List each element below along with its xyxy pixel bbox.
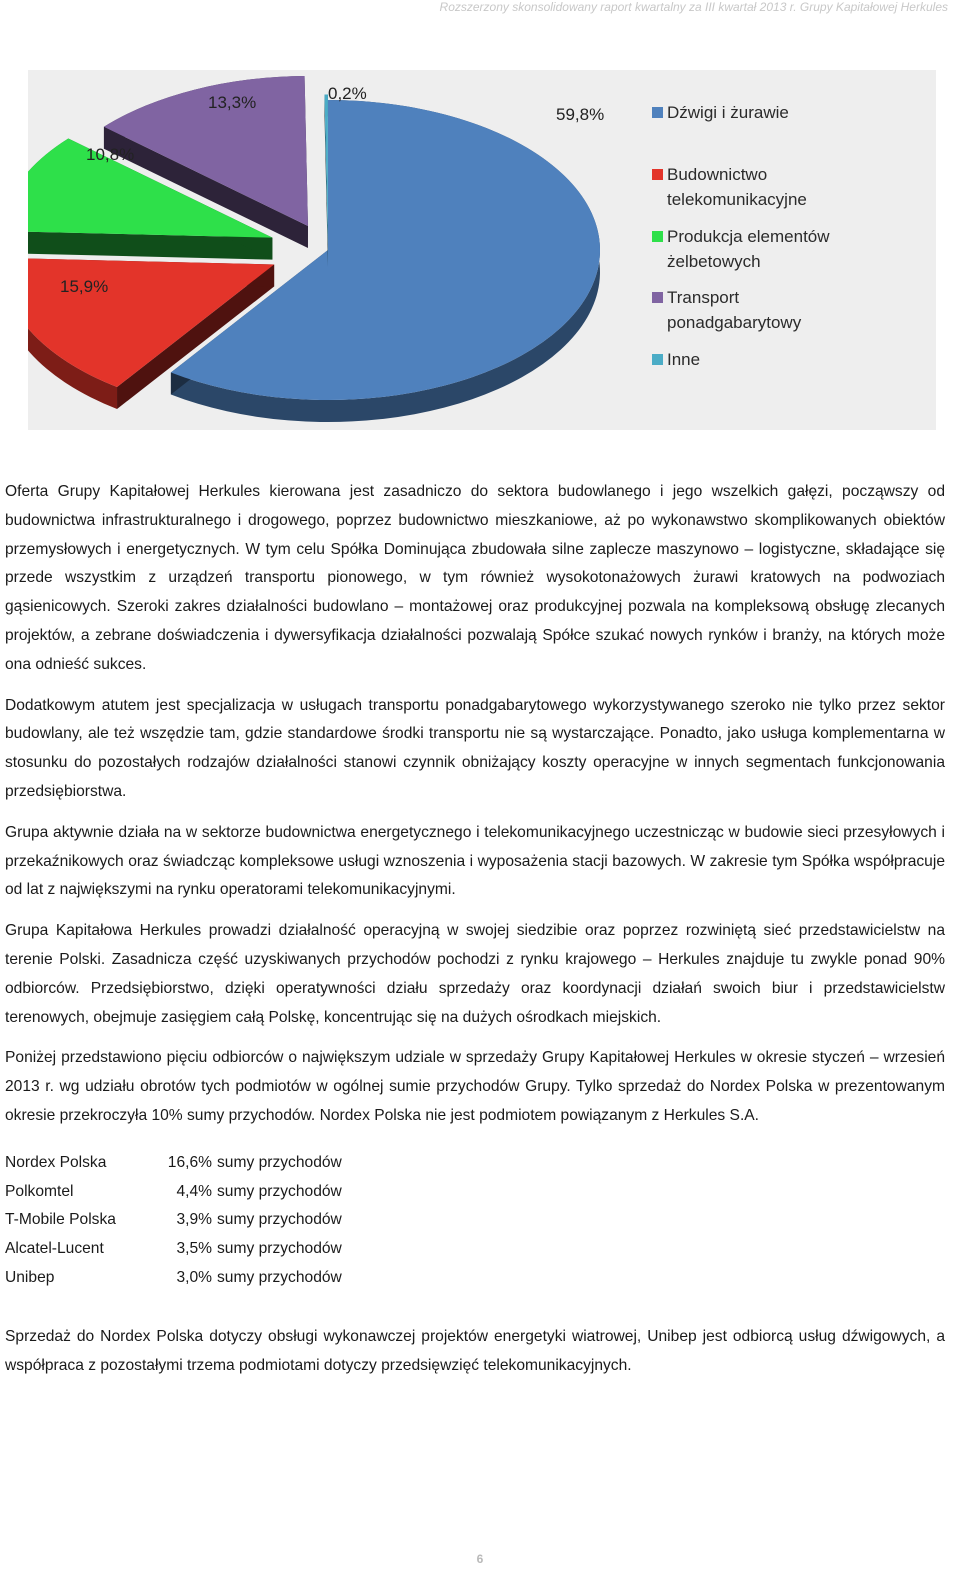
client-share: 16,6% (167, 1153, 212, 1171)
page-number: 6 (476, 1552, 484, 1566)
body-text (5, 478, 945, 1392)
client-share: 4,4% (176, 1182, 212, 1200)
legend-swatch (652, 292, 663, 303)
client-share-label: sumy przychodów (217, 1240, 342, 1258)
client-share: 3,9% (176, 1211, 212, 1229)
data-label: 13,3% (208, 93, 257, 112)
client-share-label: sumy przychodów (217, 1153, 342, 1171)
client-row (5, 1264, 945, 1293)
legend-item-dzwigi (652, 100, 867, 125)
client-share: 3,0% (176, 1268, 212, 1286)
data-label: 10,8% (86, 145, 135, 164)
client-share-label: sumy przychodów (217, 1211, 342, 1229)
client-name: Nordex Polska (5, 1153, 107, 1171)
legend-item-produkcja (652, 224, 867, 274)
legend-label: Inne (667, 350, 701, 369)
closing-paragraph: Sprzedaż do Nordex Polska dotyczy obsługi wykonawczej projektów energetyki wiatrowej, Unibep jest odbiorcą usług dźwigowych, a współpraca z pozostałymi trzema podmiotami dotyczy przedsięwzięć telekomunikacyjnych. (5, 1327, 945, 1374)
client-name: Unibep (5, 1268, 55, 1286)
legend-swatch (652, 169, 663, 180)
client-row (5, 1235, 945, 1264)
legend-item-budownictwo (652, 162, 867, 212)
legend-label: Budownictwo telekomunikacyjne (667, 165, 807, 209)
paragraph: Dodatkowym atutem jest specjalizacja w usługach transportu ponadgabarytowego wykorzystywanego szeroko nie tylko przez sektor budowlany, ale też wszędzie tam, gdzie standardowe środki transportu nie są wystarczające. Ponadto, jako usługa komplementarna w stosunku do pozostałych rodzajów działalności stanowi czynnik obniżający koszty operacyjne w innych segmentach funkcjonowania przedsiębiorstwa. (5, 696, 945, 800)
data-label: 0,2% (328, 84, 367, 103)
legend-item-inne (652, 347, 867, 372)
legend-label: Dźwigi i żurawie (667, 103, 789, 122)
slice-inne (325, 95, 328, 267)
client-share: 3,5% (176, 1240, 212, 1258)
data-label: 59,8% (556, 105, 605, 124)
client-row (5, 1206, 945, 1235)
data-label: 15,9% (60, 277, 109, 296)
legend-swatch (652, 354, 663, 365)
client-name: T-Mobile Polska (5, 1211, 116, 1229)
paragraph: Poniżej przedstawiono pięciu odbiorców o największym udziale w sprzedaży Grupy Kapitałowej Herkules w okresie styczeń – wrzesień 2013 r. wg udziału obrotów tych podmiotów w ogólnej sumie przychodów Grupy. Tylko sprzedaż do Nordex Polska w prezentowanym okresie przekroczyła 10% sumy przychodów. Nordex Polska nie jest podmiotem powiązanym z Herkules S.A. (5, 1049, 945, 1124)
client-name: Polkomtel (5, 1182, 74, 1200)
pie-chart (28, 70, 936, 430)
legend-swatch (652, 107, 663, 118)
legend-swatch (652, 231, 663, 242)
client-share-label: sumy przychodów (217, 1268, 342, 1286)
legend-label: Produkcja elementów żelbetowych (667, 227, 830, 271)
top-clients-list (5, 1149, 945, 1293)
legend-label: Transport ponadgabarytowy (667, 288, 802, 332)
paragraph: Grupa Kapitałowa Herkules prowadzi działalność operacyjną w swojej siedzibie oraz poprzez rozwiniętą sieć przedstawicielstw na terenie Polski. Zasadnicza część uzyskiwanych przychodów pochodzi z rynku krajowego – Herkules znajduje tu zwykle ponad 90% odbiorców. Przedsiębiorstwo, dzięki operatywności działu sprzedaży oraz koordynacji działań swoich biur i przedstawicielstw terenowych, obejmuje zasięgiem całą Polskę, koncentrując się na dużych ośrodkach miejskich. (5, 922, 945, 1026)
legend-item-transport (652, 285, 867, 335)
client-row (5, 1149, 945, 1178)
paragraph: Oferta Grupy Kapitałowej Herkules kierowana jest zasadniczo do sektora budowlanego i jego wszelkich gałęzi, począwszy od budownictwa infrastrukturalnego i drogowego, poprzez budownictwo mieszkaniowe, aż po wykonawstwo skomplikowanych obiektów przemysłowych i energetycznych. W tym celu Spółka Dominująca zbudowała silne zaplecze maszynowo – logistyczne, składające się przede wszystkim z urządzeń transportu pionowego, w tym również wysokotonażowych żurawi kratowych na podwoziach gąsienicowych. Szeroki zakres działalności budowlano – montażowej oraz produkcyjnej pozwala na kompleksową obsługę zlecanych projektów, a zebrane doświadczenia i dywersyfikacja działalności pozwalają Spółce szukać nowych rynków i branży, na których może ona odnieść sukces. (5, 483, 945, 673)
client-row (5, 1178, 945, 1207)
paragraph: Grupa aktywnie działa na w sektorze budownictwa energetycznego i telekomunikacyjnego uczestnicząc w budowie sieci przesyłowych i przekaźnikowych oraz świadcząc kompleksowe usługi wznoszenia i wyposażenia stacji bazowych. W zakresie tym Spółka współpracuje od lat z największymi na rynku operatorami telekomunikacyjnymi. (5, 823, 945, 899)
client-name: Alcatel-Lucent (5, 1240, 104, 1258)
client-share-label: sumy przychodów (217, 1182, 342, 1200)
running-header: Rozszerzony skonsolidowany raport kwartalny za III kwartał 2013 r. Grupy Kapitałowej Herkules (439, 0, 948, 14)
